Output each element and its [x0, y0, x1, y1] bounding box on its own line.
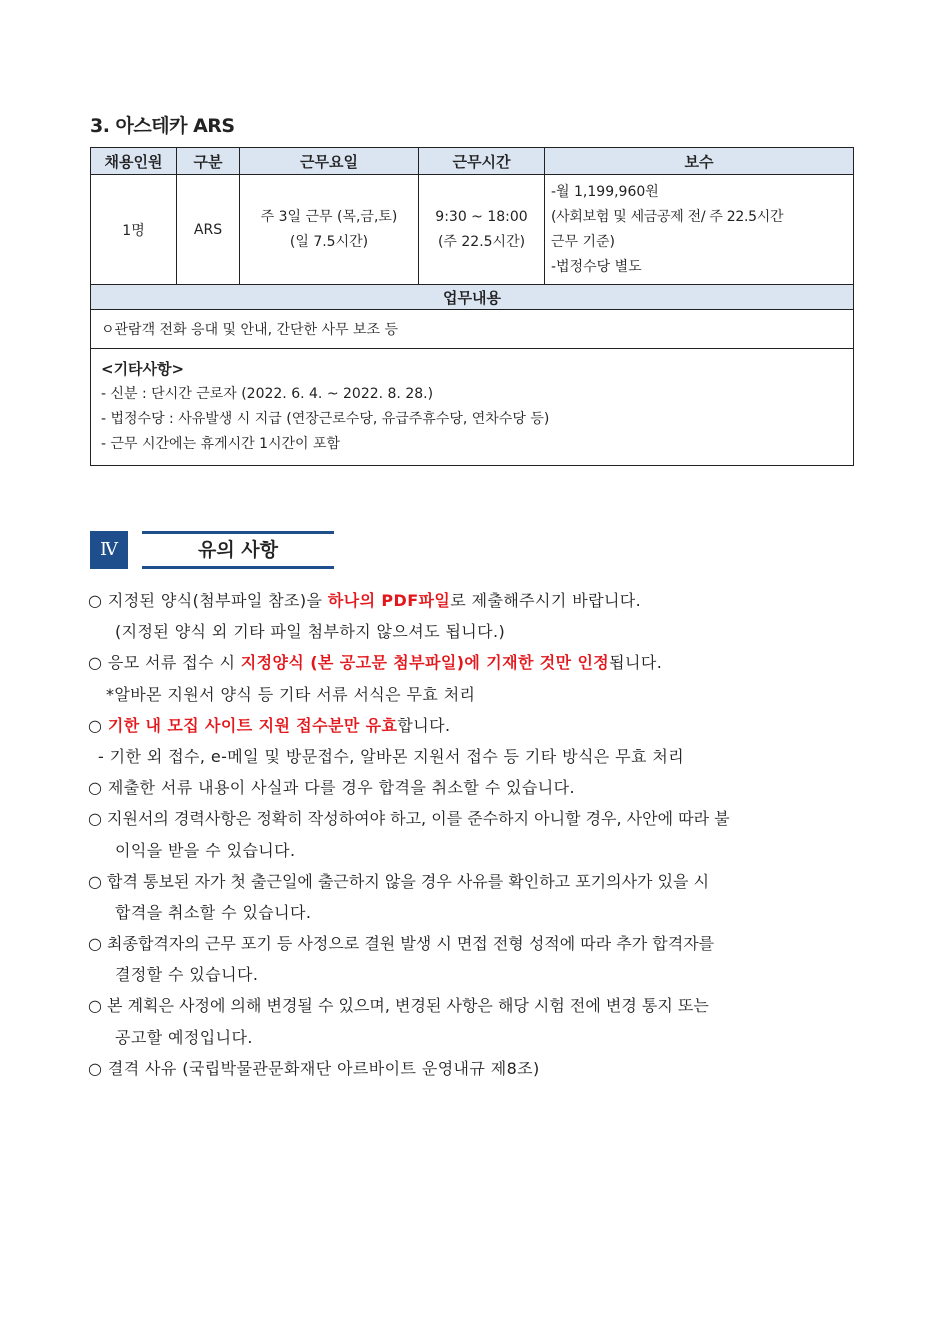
item-text: 로 제출해주시기 바랍니다.: [450, 591, 642, 610]
hours-line-2: (주 22.5시간): [437, 233, 526, 250]
list-item: 결정할 수 있습니다.: [115, 965, 259, 985]
table-header-row: [91, 148, 854, 175]
hours-line-1: 9:30 ~ 18:00: [435, 208, 528, 225]
item-highlight: 기한 내 모집 사이트 지원 접수분만 유효: [107, 715, 398, 735]
section-title: 3. 아스테카 ARS: [90, 115, 235, 137]
table-row: [91, 175, 854, 285]
list-item: ○ 최종합격자의 근무 포기 등 사정으로 결원 발생 시 면접 전형 성적에 따라 추가 합격자를: [88, 934, 715, 954]
section-number-badge: Ⅳ: [90, 531, 128, 569]
list-item: 합격을 취소할 수 있습니다.: [115, 902, 312, 922]
item-text: ○ 지정된 양식(첨부파일 참조)을: [88, 591, 328, 610]
list-item: [88, 585, 868, 616]
list-item: ○ 합격 통보된 자가 첫 출근일에 출근하지 않을 경우 사유를 확인하고 포기의사가 있을 시: [88, 871, 710, 891]
list-item: [88, 710, 868, 741]
header-pay: 보수: [545, 148, 854, 175]
pay-line-4: -법정수당 별도: [551, 258, 642, 275]
list-item: 이익을 받을 수 있습니다.: [115, 840, 296, 860]
job-table: [90, 147, 854, 466]
item-text: ○: [88, 715, 108, 735]
cell-category: ARS: [177, 175, 240, 285]
notice-list: [88, 585, 868, 1084]
days-line-1: 주 3일 근무 (목,금,토): [260, 208, 398, 225]
duty-body: ㅇ관람객 전화 응대 및 안내, 간단한 사무 보조 등: [91, 310, 854, 349]
list-item: (지정된 양식 외 기타 파일 첨부하지 않으셔도 됩니다.): [115, 622, 506, 642]
item-text: 됩니다.: [609, 653, 663, 673]
pay-line-2: (사회보험 및 세금공제 전/ 주 22.5시간: [551, 208, 784, 225]
note-line: - 법정수당 : 사유발생 시 지급 (연장근로수당, 유급주휴수당, 연차수당 등): [101, 411, 550, 427]
pay-line-1: -월 1,199,960원: [551, 183, 659, 200]
item-text: ○ 응모 서류 접수 시: [88, 653, 241, 673]
cell-days: [240, 175, 419, 285]
note-line: - 근무 시간에는 휴게시간 1시간이 포함: [101, 436, 341, 452]
section-heading: [90, 531, 340, 569]
list-item: ○ 제출한 서류 내용이 사실과 다를 경우 합격을 취소할 수 있습니다.: [88, 778, 575, 798]
header-hours: 근무시간: [419, 148, 545, 175]
list-item: [88, 647, 868, 678]
section-heading-title: 유의 사항: [142, 531, 334, 569]
header-days: 근무요일: [240, 148, 419, 175]
cell-count: 1명: [91, 175, 177, 285]
pay-line-3: 근무 기준): [551, 233, 616, 250]
list-item: ○ 결격 사유 (국립박물관문화재단 아르바이트 운영내규 제8조): [88, 1058, 540, 1078]
notes-cell: [91, 349, 854, 466]
list-item: ○ 지원서의 경력사항은 정확히 작성하여야 하고, 이를 준수하지 아니할 경우, 사안에 따라 불: [88, 809, 730, 829]
list-item: *알바몬 지원서 양식 등 기타 서류 서식은 무효 처리: [106, 684, 476, 704]
days-line-2: (일 7.5시간): [289, 233, 369, 250]
notes-title: <기타사항>: [101, 360, 185, 378]
list-item: ○ 본 계획은 사정에 의해 변경될 수 있으며, 변경된 사항은 해당 시험 전에 변경 통지 또는: [88, 996, 709, 1016]
header-category: 구분: [177, 148, 240, 175]
item-highlight: 지정양식 (본 공고문 첨부파일)에 기재한 것만 인정: [240, 653, 610, 673]
item-highlight: 하나의 PDF파일: [327, 591, 451, 610]
cell-pay: [545, 175, 854, 285]
item-text: 합니다.: [397, 715, 451, 735]
cell-hours: [419, 175, 545, 285]
list-item: 공고할 예정입니다.: [115, 1027, 253, 1047]
note-line: - 신분 : 단시간 근로자 (2022. 6. 4. ~ 2022. 8. 28.): [101, 386, 434, 402]
duty-header: 업무내용: [91, 285, 854, 310]
list-item: - 기한 외 접수, e-메일 및 방문접수, 알바몬 지원서 접수 등 기타 방식은 무효 처리: [98, 746, 685, 766]
header-count: 채용인원: [91, 148, 177, 175]
